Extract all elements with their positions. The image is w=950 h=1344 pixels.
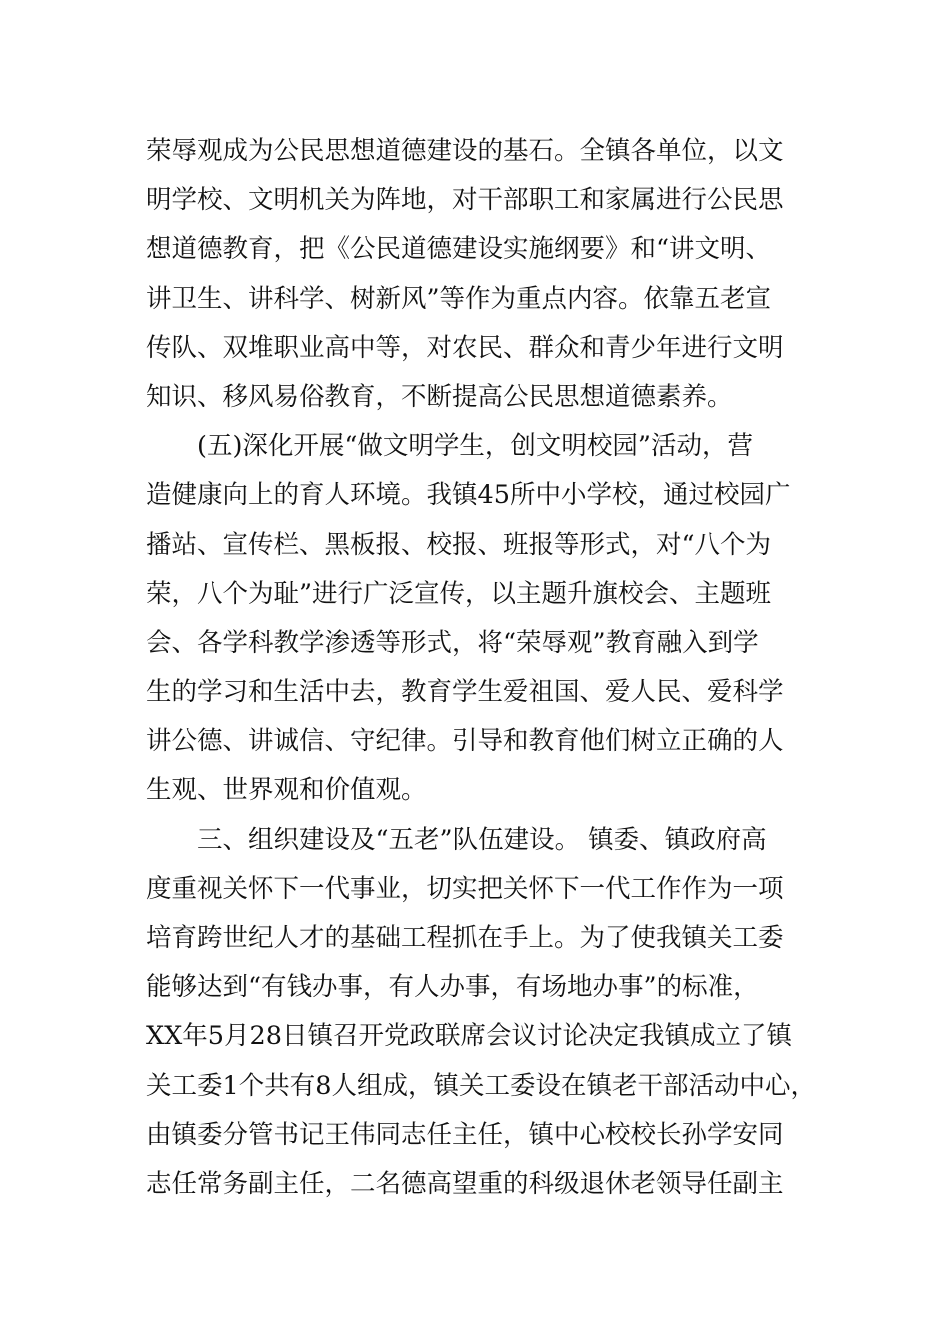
text-line: 荣，八个为耻”进行广泛宣传，以主题升旗校会、主题班 xyxy=(146,578,772,609)
paragraph-first-line: (五)深化开展“做文明学生，创文明校园”活动，营 xyxy=(197,431,753,462)
text-line: 培育跨世纪人才的基础工程抓在手上。为了使我镇关工委 xyxy=(146,923,784,953)
text-line: 造健康向上的育人环境。我镇45所中小学校，通过校园广 xyxy=(146,480,791,511)
body-text xyxy=(146,127,826,1209)
text-line: 明学校、文明机关为阵地，对干部职工和家属进行公民思 xyxy=(146,185,784,216)
text-line: 播站、宣传栏、黑板报、校报、班报等形式，对“八个为 xyxy=(146,529,772,560)
text-line: 荣辱观成为公民思想道德建设的基石。全镇各单位，以文 xyxy=(146,136,784,166)
text-line: 度重视关怀下一代事业，切实把关怀下一代工作作为一项 xyxy=(146,873,784,904)
text-line: 志任常务副主任，二名德高望重的科级退休老领导任副主 xyxy=(146,1168,784,1199)
text-line: 传队、双堆职业高中等，对农民、群众和青少年进行文明 xyxy=(146,332,784,363)
text-line: 由镇委分管书记王伟同志任主任，镇中心校校长孙学安同 xyxy=(146,1119,784,1150)
text-line: 关工委1个共有8人组成，镇关工委设在镇老干部活动中心， xyxy=(146,1070,816,1101)
text-line: 讲卫生、讲科学、树新风”等作为重点内容。依靠五老宣 xyxy=(146,283,772,314)
text-line: 会、各学科教学渗透等形式，将“荣辱观”教育融入到学 xyxy=(146,627,759,658)
text-line: 生观、世界观和价值观。 xyxy=(146,775,427,806)
text-line: 知识、移风易俗教育，不断提高公民思想道德素养。 xyxy=(146,381,733,412)
text-line: 想道德教育，把《公民道德建设实施纲要》和“讲文明、 xyxy=(146,234,772,265)
text-line: 讲公德、讲诚信、守纪律。引导和教育他们树立正确的人 xyxy=(146,726,784,757)
text-line: XX年5月28日镇召开党政联席会议讨论决定我镇成立了镇 xyxy=(146,1021,792,1052)
text-line: 生的学习和生活中去，教育学生爱祖国、爱人民、爱科学 xyxy=(146,677,784,708)
text-line: 能够达到“有钱办事，有人办事，有场地办事”的标准， xyxy=(146,972,759,1003)
paragraph-first-line: 三、组织建设及“五老”队伍建设。 镇委、镇政府高 xyxy=(197,824,767,855)
